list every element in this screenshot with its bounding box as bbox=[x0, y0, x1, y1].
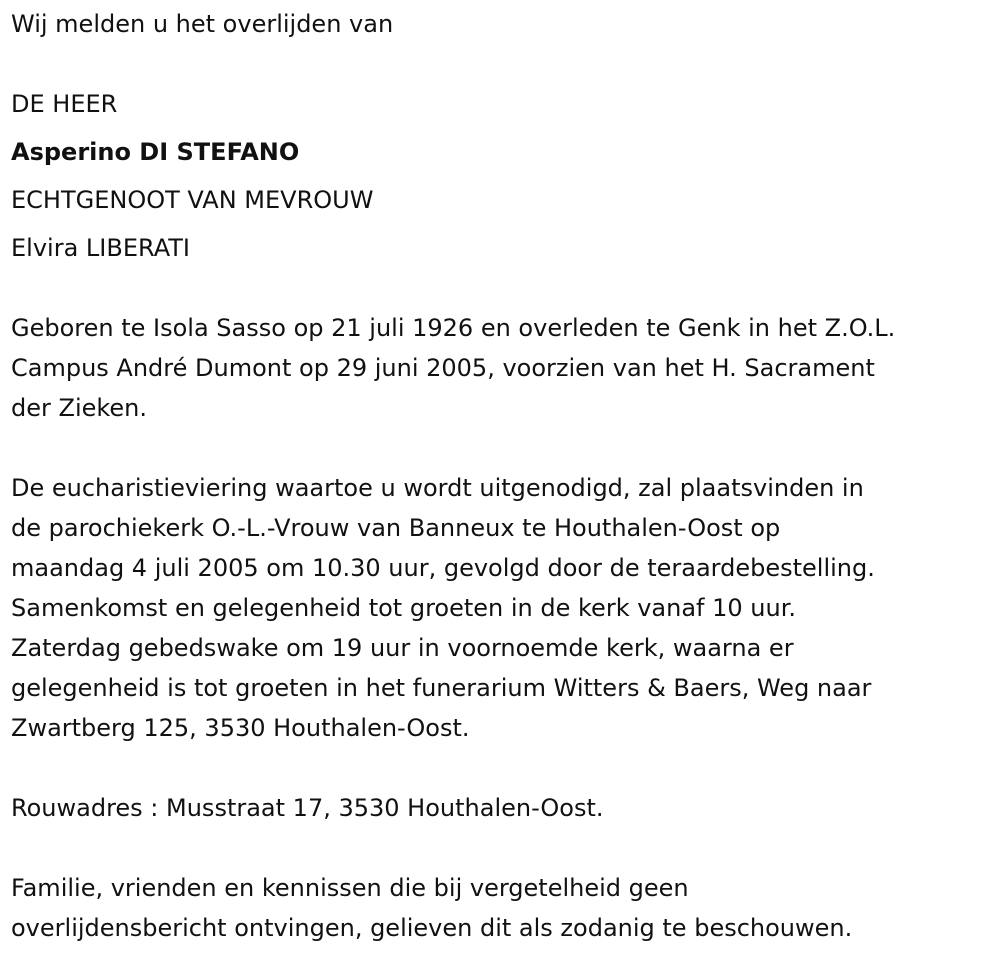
mourning-address: Rouwadres : Musstraat 17, 3530 Houthalen-Oost. bbox=[11, 794, 604, 822]
deceased-name: Asperino DI STEFANO bbox=[11, 138, 300, 166]
paragraph-line: Zaterdag gebedswake om 19 uur in voornoemde kerk, waarna er bbox=[11, 634, 794, 662]
paragraph-line: gelegenheid is tot groeten in het funerarium Witters & Baers, Weg naar bbox=[11, 674, 872, 702]
paragraph-line: Campus André Dumont op 29 juni 2005, voorzien van het H. Sacrament bbox=[11, 354, 875, 382]
paragraph-line: Familie, vrienden en kennissen die bij vergetelheid geen bbox=[11, 874, 689, 902]
spouse-label: ECHTGENOOT VAN MEVROUW bbox=[11, 186, 374, 214]
paragraph-line: Samenkomst en gelegenheid tot groeten in de kerk vanaf 10 uur. bbox=[11, 594, 797, 622]
paragraph-line: Geboren te Isola Sasso op 21 juli 1926 en overleden te Genk in het Z.O.L. bbox=[11, 314, 896, 342]
paragraph-line: De eucharistieviering waartoe u wordt uitgenodigd, zal plaatsvinden in bbox=[11, 474, 864, 502]
intro-text: Wij melden u het overlijden van bbox=[11, 10, 394, 38]
paragraph-line: Zwartberg 125, 3530 Houthalen-Oost. bbox=[11, 714, 470, 742]
paragraph-line: de parochiekerk O.-L.-Vrouw van Banneux te Houthalen-Oost op bbox=[11, 514, 781, 542]
title-prefix: DE HEER bbox=[11, 90, 118, 118]
paragraph-line: maandag 4 juli 2005 om 10.30 uur, gevolgd door de teraardebestelling. bbox=[11, 554, 875, 582]
paragraph-line: overlijdensbericht ontvingen, gelieven dit als zodanig te beschouwen. bbox=[11, 914, 853, 942]
spouse-name: Elvira LIBERATI bbox=[11, 234, 190, 262]
paragraph-line: der Zieken. bbox=[11, 394, 148, 422]
